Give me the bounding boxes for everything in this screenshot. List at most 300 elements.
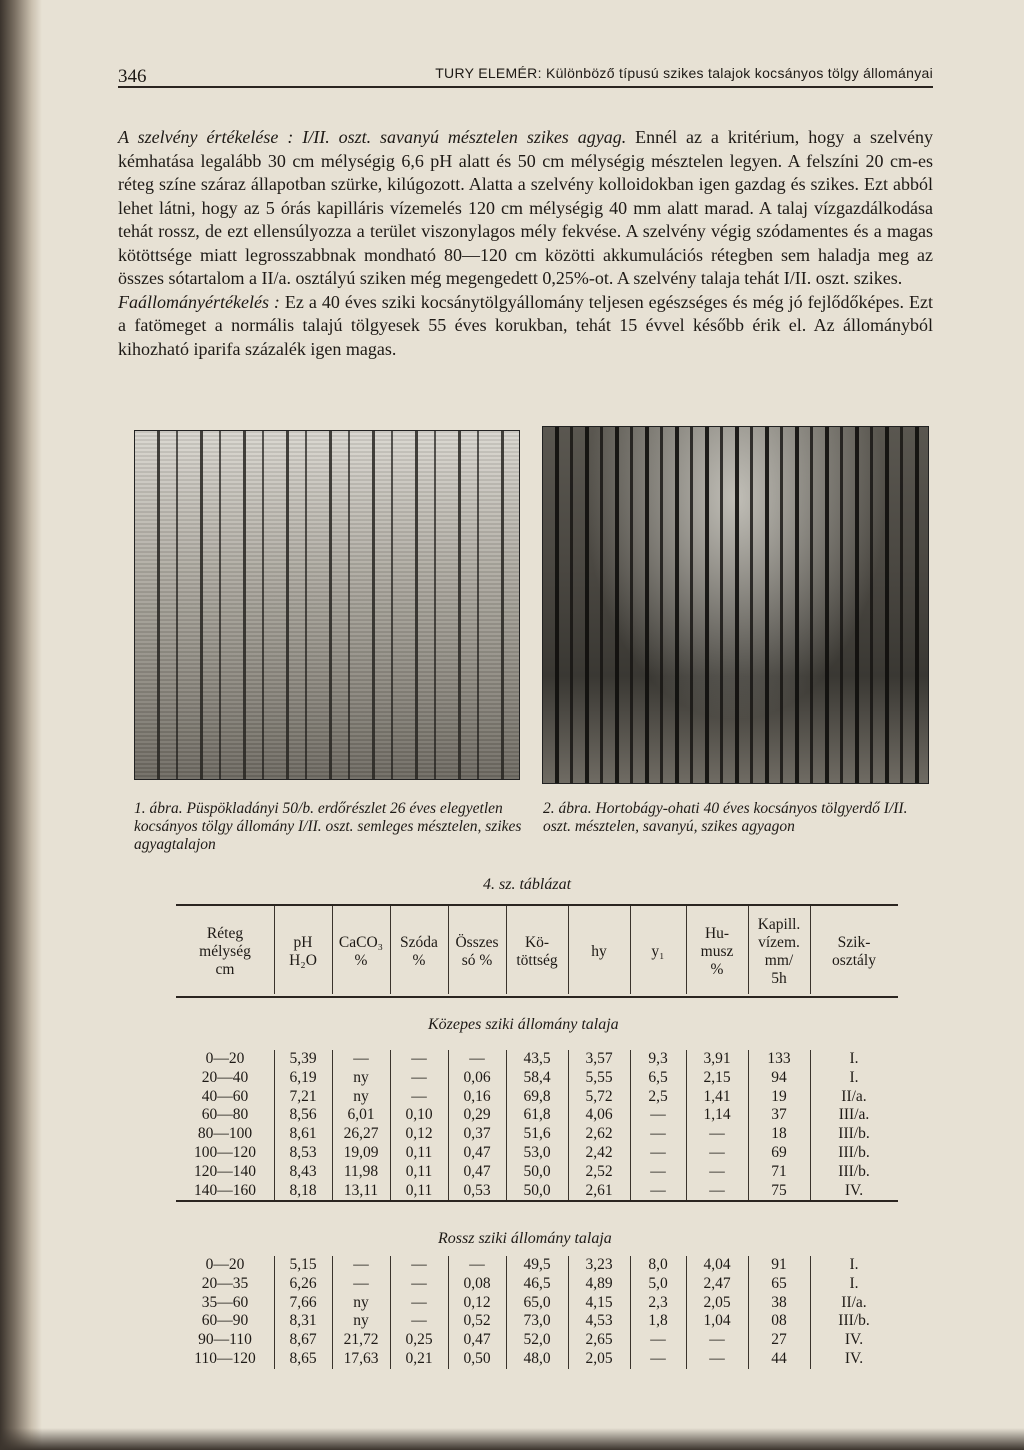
cell-szikosztaly: II/a. (841, 1293, 867, 1311)
column-divider (630, 1294, 631, 1313)
cell-humusz: — (709, 1162, 725, 1180)
paragraph-profile-evaluation (118, 126, 933, 291)
column-divider (748, 1106, 749, 1125)
running-title: TURY ELEMÉR: Különböző típusú szikes talajok kocsányos tölgy állományai (435, 65, 933, 81)
cell-humusz: — (709, 1181, 725, 1199)
cell-szoda: 0,11 (405, 1181, 433, 1199)
column-divider (448, 1050, 449, 1069)
figure-caption-1: 1. ábra. Püspökladányi 50/b. erdőrészlet 26 éves elegyetlen kocsányos tölgy állomány I/II. oszt. semleges mésztelen, szikes agyagtalajon (134, 800, 522, 853)
column-divider (506, 1294, 507, 1313)
cell-szoda: — (411, 1087, 427, 1105)
column-divider (390, 1182, 391, 1201)
cell-ph: 8,53 (289, 1143, 317, 1161)
column-divider (568, 1331, 569, 1350)
section-title-medium: Közepes sziki állomány talaja (428, 1016, 619, 1033)
column-divider (332, 1163, 333, 1182)
cell-hy: 2,61 (585, 1181, 613, 1199)
column-divider (568, 1125, 569, 1144)
header-divider (332, 906, 333, 994)
forest-photo-2 (542, 426, 929, 784)
column-divider (506, 1350, 507, 1369)
cell-osszes-so: 0,12 (463, 1293, 491, 1311)
column-divider (686, 1256, 687, 1275)
column-divider (810, 1144, 811, 1163)
cell-depth: 0—20 (205, 1050, 245, 1067)
table-row (176, 1331, 898, 1350)
column-divider (810, 1294, 811, 1313)
cell-humusz: 2,05 (703, 1293, 731, 1311)
cell-caco3: 26,27 (343, 1125, 379, 1143)
table-row (176, 1144, 898, 1163)
cell-hy: 4,89 (585, 1274, 613, 1292)
column-divider (630, 1106, 631, 1125)
column-divider (332, 1256, 333, 1275)
cell-y1: 1,8 (648, 1312, 668, 1330)
book-binding-shadow (0, 0, 42, 1450)
cell-ph: 8,67 (289, 1331, 317, 1349)
header-divider (448, 906, 449, 994)
cell-humusz: — (709, 1349, 725, 1367)
section-title-poor: Rossz sziki állomány talaja (438, 1230, 612, 1247)
table-header-rule (176, 996, 898, 998)
table-row (176, 1350, 898, 1369)
column-divider (274, 1050, 275, 1069)
column-divider (506, 1182, 507, 1201)
column-divider (274, 1144, 275, 1163)
column-divider (332, 1312, 333, 1331)
column-divider (810, 1106, 811, 1125)
table-title: 4. sz. táblázat (483, 876, 572, 893)
cell-szoda: — (411, 1256, 427, 1273)
cell-humusz: 3,91 (703, 1050, 731, 1067)
table-row (176, 1294, 898, 1313)
cell-szoda: — (411, 1068, 427, 1086)
cell-depth: 140—160 (194, 1181, 256, 1199)
cell-szikosztaly: IV. (844, 1349, 864, 1367)
column-divider (810, 1312, 811, 1331)
header-divider (686, 906, 687, 994)
cell-ph: 8,56 (289, 1106, 317, 1124)
column-divider (332, 1331, 333, 1350)
cell-kotottseg: 65,0 (523, 1293, 551, 1311)
column-divider (568, 1350, 569, 1369)
cell-osszes-so: 0,47 (463, 1162, 491, 1180)
figure-caption-2: 2. ábra. Hortobágy-ohati 40 éves kocsányos tölgyerdő I/II. oszt. mésztelen, savanyú, szikes agyagon (543, 800, 908, 835)
cell-hy: 4,06 (585, 1106, 613, 1124)
header-kapill: Kapill. vízem. mm/ 5h (757, 916, 801, 987)
column-divider (568, 1163, 569, 1182)
cell-y1: 6,5 (648, 1068, 668, 1086)
cell-ph: 6,26 (289, 1274, 317, 1292)
cell-depth: 20—35 (201, 1274, 249, 1292)
cell-kotottseg: 52,0 (523, 1331, 551, 1349)
cell-kotottseg: 69,8 (523, 1087, 551, 1105)
column-divider (332, 1050, 333, 1069)
cell-y1: 9,3 (648, 1050, 668, 1067)
cell-hy: 2,62 (585, 1125, 613, 1143)
paragraph-label: Faállományértékelés : (118, 291, 280, 312)
cell-kotottseg: 50,0 (523, 1162, 551, 1180)
column-divider (686, 1350, 687, 1369)
column-divider (448, 1144, 449, 1163)
column-divider (568, 1256, 569, 1275)
column-divider (506, 1163, 507, 1182)
cell-caco3: — (353, 1256, 369, 1273)
header-szoda: Szóda % (400, 934, 438, 969)
column-divider (390, 1294, 391, 1313)
cell-depth: 80—100 (197, 1125, 253, 1143)
cell-y1: — (650, 1106, 666, 1124)
column-divider (390, 1256, 391, 1275)
column-divider (448, 1312, 449, 1331)
cell-ph: 6,19 (289, 1068, 317, 1086)
column-divider (448, 1331, 449, 1350)
column-divider (506, 1144, 507, 1163)
table-row (176, 1088, 898, 1107)
column-divider (810, 1331, 811, 1350)
cell-osszes-so: 0,47 (463, 1143, 491, 1161)
cell-ph: 5,15 (289, 1256, 317, 1273)
column-divider (390, 1106, 391, 1125)
column-divider (332, 1106, 333, 1125)
cell-kotottseg: 58,4 (523, 1068, 551, 1086)
cell-y1: 2,5 (648, 1087, 668, 1105)
cell-szoda: — (411, 1050, 427, 1067)
page-bottom-shadow (0, 1428, 1024, 1450)
column-divider (274, 1182, 275, 1201)
column-divider (748, 1125, 749, 1144)
header-y1: y₁ (651, 943, 665, 960)
cell-caco3: 6,01 (347, 1106, 375, 1124)
cell-szoda: 0,12 (405, 1125, 433, 1143)
cell-hy: 2,42 (585, 1143, 613, 1161)
column-divider (274, 1350, 275, 1369)
cell-ph: 8,31 (289, 1312, 317, 1330)
column-divider (568, 1294, 569, 1313)
table-row (176, 1312, 898, 1331)
table-row (176, 1275, 898, 1294)
column-divider (810, 1275, 811, 1294)
column-divider (390, 1275, 391, 1294)
column-divider (568, 1050, 569, 1069)
column-divider (568, 1275, 569, 1294)
cell-kapill: 27 (771, 1331, 787, 1349)
column-divider (748, 1144, 749, 1163)
cell-hy: 2,52 (585, 1162, 613, 1180)
column-divider (568, 1144, 569, 1163)
cell-humusz: 1,04 (703, 1312, 731, 1330)
cell-depth: 20—40 (201, 1068, 249, 1086)
cell-kotottseg: 48,0 (523, 1349, 551, 1367)
cell-ph: 5,39 (289, 1050, 317, 1067)
cell-szoda: — (411, 1293, 427, 1311)
column-divider (748, 1312, 749, 1331)
column-divider (332, 1294, 333, 1313)
cell-szoda: 0,25 (405, 1331, 433, 1349)
cell-depth: 110—120 (194, 1349, 256, 1367)
column-divider (448, 1125, 449, 1144)
column-divider (748, 1088, 749, 1107)
column-divider (332, 1125, 333, 1144)
cell-osszes-so: 0,06 (463, 1068, 491, 1086)
header-divider (506, 906, 507, 994)
column-divider (748, 1163, 749, 1182)
column-divider (568, 1106, 569, 1125)
paragraph-label: A szelvény értékelése : I/II. oszt. savanyú mésztelen szikes agyag. (118, 127, 627, 147)
cell-ph: 8,43 (289, 1162, 317, 1180)
cell-humusz: — (709, 1125, 725, 1143)
cell-y1: 2,3 (648, 1293, 668, 1311)
cell-caco3: ny (353, 1087, 369, 1105)
column-divider (630, 1050, 631, 1069)
column-divider (748, 1182, 749, 1201)
body-text (118, 126, 933, 361)
column-divider (506, 1256, 507, 1275)
page-number: 346 (118, 66, 147, 87)
cell-depth: 90—110 (198, 1331, 252, 1349)
column-divider (810, 1350, 811, 1369)
column-divider (448, 1275, 449, 1294)
cell-hy: 2,65 (585, 1331, 613, 1349)
column-divider (506, 1312, 507, 1331)
cell-hy: 3,23 (585, 1256, 613, 1273)
column-divider (390, 1050, 391, 1069)
cell-szikosztaly: III/b. (838, 1312, 870, 1330)
cell-szikosztaly: IV. (844, 1181, 864, 1199)
header-divider (810, 906, 811, 994)
column-divider (686, 1331, 687, 1350)
cell-y1: — (650, 1349, 666, 1367)
cell-depth: 35—60 (201, 1293, 249, 1311)
column-divider (506, 1069, 507, 1088)
cell-humusz: 2,47 (703, 1274, 731, 1292)
cell-humusz: 1,41 (703, 1087, 731, 1105)
column-divider (748, 1275, 749, 1294)
header-divider (568, 906, 569, 994)
cell-kapill: 71 (771, 1162, 787, 1180)
cell-caco3: ny (353, 1312, 369, 1330)
column-divider (448, 1163, 449, 1182)
cell-depth: 40—60 (201, 1087, 249, 1105)
column-divider (686, 1182, 687, 1201)
column-divider (568, 1069, 569, 1088)
cell-szoda: — (411, 1312, 427, 1330)
column-divider (332, 1275, 333, 1294)
column-divider (810, 1256, 811, 1275)
cell-osszes-so: 0,50 (463, 1349, 491, 1367)
column-divider (686, 1163, 687, 1182)
column-divider (630, 1088, 631, 1107)
running-head (118, 58, 933, 88)
paragraph-text: Ennél az a kritérium, hogy a szelvény kémhatása legalább 30 cm mélységig 6,6 pH alatt és 50 cm mélységig mésztelen legyen. A felszíni 20 cm-es réteg színe száraz állapotban szürke, kilúgozott. Alatta a szelvény kolloidokban igen gazdag és szikes. Ezt abból lehet látni, hogy az 5 órás kapilláris vízemelés 120 cm mélységig 40 mm alatt marad. A talaj vízgazdálkodása tehát rossz, de ezt ellensúlyozza a terület viszonylagos mély fekvése. A szelvény végig szódamentes és a magas kötöttsége miatt legrosszabbnak mondható 80—120 cm közötti akkumulációs rétegben sem haladja meg az összes sótartalom a II/a. osztályú sziken még megengedett 0,25%-ot. A szelvény talaja tehát I/II. oszt. szikes. (118, 127, 933, 288)
column-divider (448, 1088, 449, 1107)
cell-kapill: 75 (771, 1181, 787, 1199)
column-divider (630, 1256, 631, 1275)
column-divider (448, 1350, 449, 1369)
cell-caco3: 11,98 (343, 1162, 379, 1180)
column-divider (810, 1050, 811, 1069)
column-divider (390, 1069, 391, 1088)
cell-ph: 7,66 (289, 1293, 317, 1311)
cell-kotottseg: 50,0 (523, 1181, 551, 1199)
header-kotottseg: Kö- töttség (516, 934, 558, 969)
table-section-poor (176, 1256, 898, 1369)
paragraph-text: Ez a 40 éves sziki kocsánytölgyállomány teljesen egészséges és még jó fejlődőképes. Ezt a fatömeget a normális talajú tölgyesek 55 éves korukban, tehát 15 évvel később érik el. Az állományból kihozható iparifa százalék igen magas. (118, 291, 934, 359)
column-divider (630, 1163, 631, 1182)
column-divider (686, 1125, 687, 1144)
cell-caco3: 13,11 (343, 1181, 379, 1199)
column-divider (686, 1275, 687, 1294)
section-rule (176, 1200, 898, 1202)
cell-kotottseg: 49,5 (523, 1256, 551, 1273)
column-divider (448, 1106, 449, 1125)
column-divider (274, 1256, 275, 1275)
paragraph-stand-evaluation (118, 291, 933, 362)
cell-szoda: 0,21 (405, 1349, 433, 1367)
column-divider (506, 1331, 507, 1350)
column-divider (810, 1125, 811, 1144)
column-divider (506, 1125, 507, 1144)
column-divider (686, 1069, 687, 1088)
column-divider (568, 1312, 569, 1331)
column-divider (332, 1182, 333, 1201)
cell-hy: 4,15 (585, 1293, 613, 1311)
column-divider (630, 1275, 631, 1294)
table-row (176, 1106, 898, 1125)
cell-kapill: 91 (771, 1256, 787, 1273)
column-divider (448, 1182, 449, 1201)
column-divider (810, 1069, 811, 1088)
column-divider (274, 1331, 275, 1350)
cell-szikosztaly: I. (849, 1050, 859, 1067)
column-divider (686, 1088, 687, 1107)
column-divider (686, 1050, 687, 1069)
cell-caco3: — (353, 1274, 369, 1292)
header-osszes-so: Összes só % (455, 934, 499, 969)
cell-hy: 5,72 (585, 1087, 613, 1105)
cell-humusz: 2,15 (703, 1068, 731, 1086)
column-divider (390, 1163, 391, 1182)
cell-humusz: — (709, 1143, 725, 1161)
cell-ph: 7,21 (289, 1087, 317, 1105)
column-divider (810, 1088, 811, 1107)
cell-caco3: 21,72 (343, 1331, 379, 1349)
column-divider (332, 1088, 333, 1107)
table-row (176, 1125, 898, 1144)
cell-kotottseg: 73,0 (523, 1312, 551, 1330)
column-divider (448, 1069, 449, 1088)
column-divider (630, 1312, 631, 1331)
cell-kapill: 18 (771, 1125, 787, 1143)
cell-kotottseg: 51,6 (523, 1125, 551, 1143)
cell-hy: 4,53 (585, 1312, 613, 1330)
column-divider (686, 1294, 687, 1313)
column-divider (630, 1350, 631, 1369)
cell-kapill: 37 (771, 1106, 787, 1124)
column-divider (274, 1294, 275, 1313)
table-row (176, 1163, 898, 1182)
column-divider (630, 1331, 631, 1350)
column-divider (274, 1275, 275, 1294)
column-divider (810, 1163, 811, 1182)
cell-szikosztaly: I. (849, 1068, 859, 1086)
cell-kapill: 65 (771, 1274, 787, 1292)
cell-ph: 8,65 (289, 1349, 317, 1367)
column-divider (390, 1125, 391, 1144)
cell-szoda: 0,10 (405, 1106, 433, 1124)
cell-szikosztaly: III/b. (838, 1143, 870, 1161)
cell-depth: 60—90 (201, 1312, 249, 1330)
cell-szikosztaly: III/a. (838, 1106, 870, 1124)
column-divider (390, 1144, 391, 1163)
cell-szikosztaly: IV. (844, 1331, 864, 1349)
header-divider (748, 906, 749, 994)
cell-kapill: 133 (767, 1050, 791, 1067)
cell-ph: 8,18 (289, 1181, 317, 1199)
cell-kotottseg: 43,5 (523, 1050, 551, 1067)
column-divider (748, 1331, 749, 1350)
column-divider (748, 1256, 749, 1275)
cell-depth: 120—140 (194, 1162, 256, 1180)
column-divider (630, 1125, 631, 1144)
header-reteg: Réteg mélység cm (199, 925, 251, 978)
cell-osszes-so: 0,08 (463, 1274, 491, 1292)
cell-humusz: — (709, 1331, 725, 1349)
cell-kotottseg: 61,8 (523, 1106, 551, 1124)
column-divider (448, 1294, 449, 1313)
cell-humusz: 1,14 (703, 1106, 731, 1124)
cell-kotottseg: 53,0 (523, 1143, 551, 1161)
header-humusz: Hu- musz % (700, 925, 734, 978)
column-divider (686, 1106, 687, 1125)
cell-kapill: 69 (771, 1143, 787, 1161)
column-divider (748, 1350, 749, 1369)
table-row (176, 1050, 898, 1069)
cell-y1: — (650, 1331, 666, 1349)
cell-depth: 100—120 (194, 1143, 256, 1161)
column-divider (506, 1106, 507, 1125)
cell-szoda: 0,11 (405, 1162, 433, 1180)
cell-osszes-so: — (469, 1050, 485, 1067)
cell-osszes-so: 0,47 (463, 1331, 491, 1349)
column-divider (630, 1144, 631, 1163)
cell-caco3: — (353, 1050, 369, 1067)
header-ph: pH H₂O (289, 934, 317, 969)
header-hy: hy (591, 943, 607, 960)
cell-caco3: ny (353, 1068, 369, 1086)
column-divider (748, 1069, 749, 1088)
column-divider (274, 1088, 275, 1107)
cell-caco3: ny (353, 1293, 369, 1311)
column-divider (390, 1350, 391, 1369)
table-row (176, 1256, 898, 1275)
cell-kapill: 08 (771, 1312, 787, 1330)
cell-osszes-so: 0,52 (463, 1312, 491, 1330)
cell-szikosztaly: III/b. (838, 1125, 870, 1143)
cell-hy: 2,05 (585, 1349, 613, 1367)
cell-y1: — (650, 1143, 666, 1161)
column-divider (506, 1050, 507, 1069)
column-divider (748, 1294, 749, 1313)
table-row (176, 1069, 898, 1088)
column-divider (630, 1182, 631, 1201)
cell-szikosztaly: III/b. (838, 1162, 870, 1180)
cell-kapill: 38 (771, 1293, 787, 1311)
column-divider (686, 1312, 687, 1331)
column-divider (568, 1088, 569, 1107)
cell-depth: 60—80 (201, 1106, 249, 1124)
cell-ph: 8,61 (289, 1125, 317, 1143)
